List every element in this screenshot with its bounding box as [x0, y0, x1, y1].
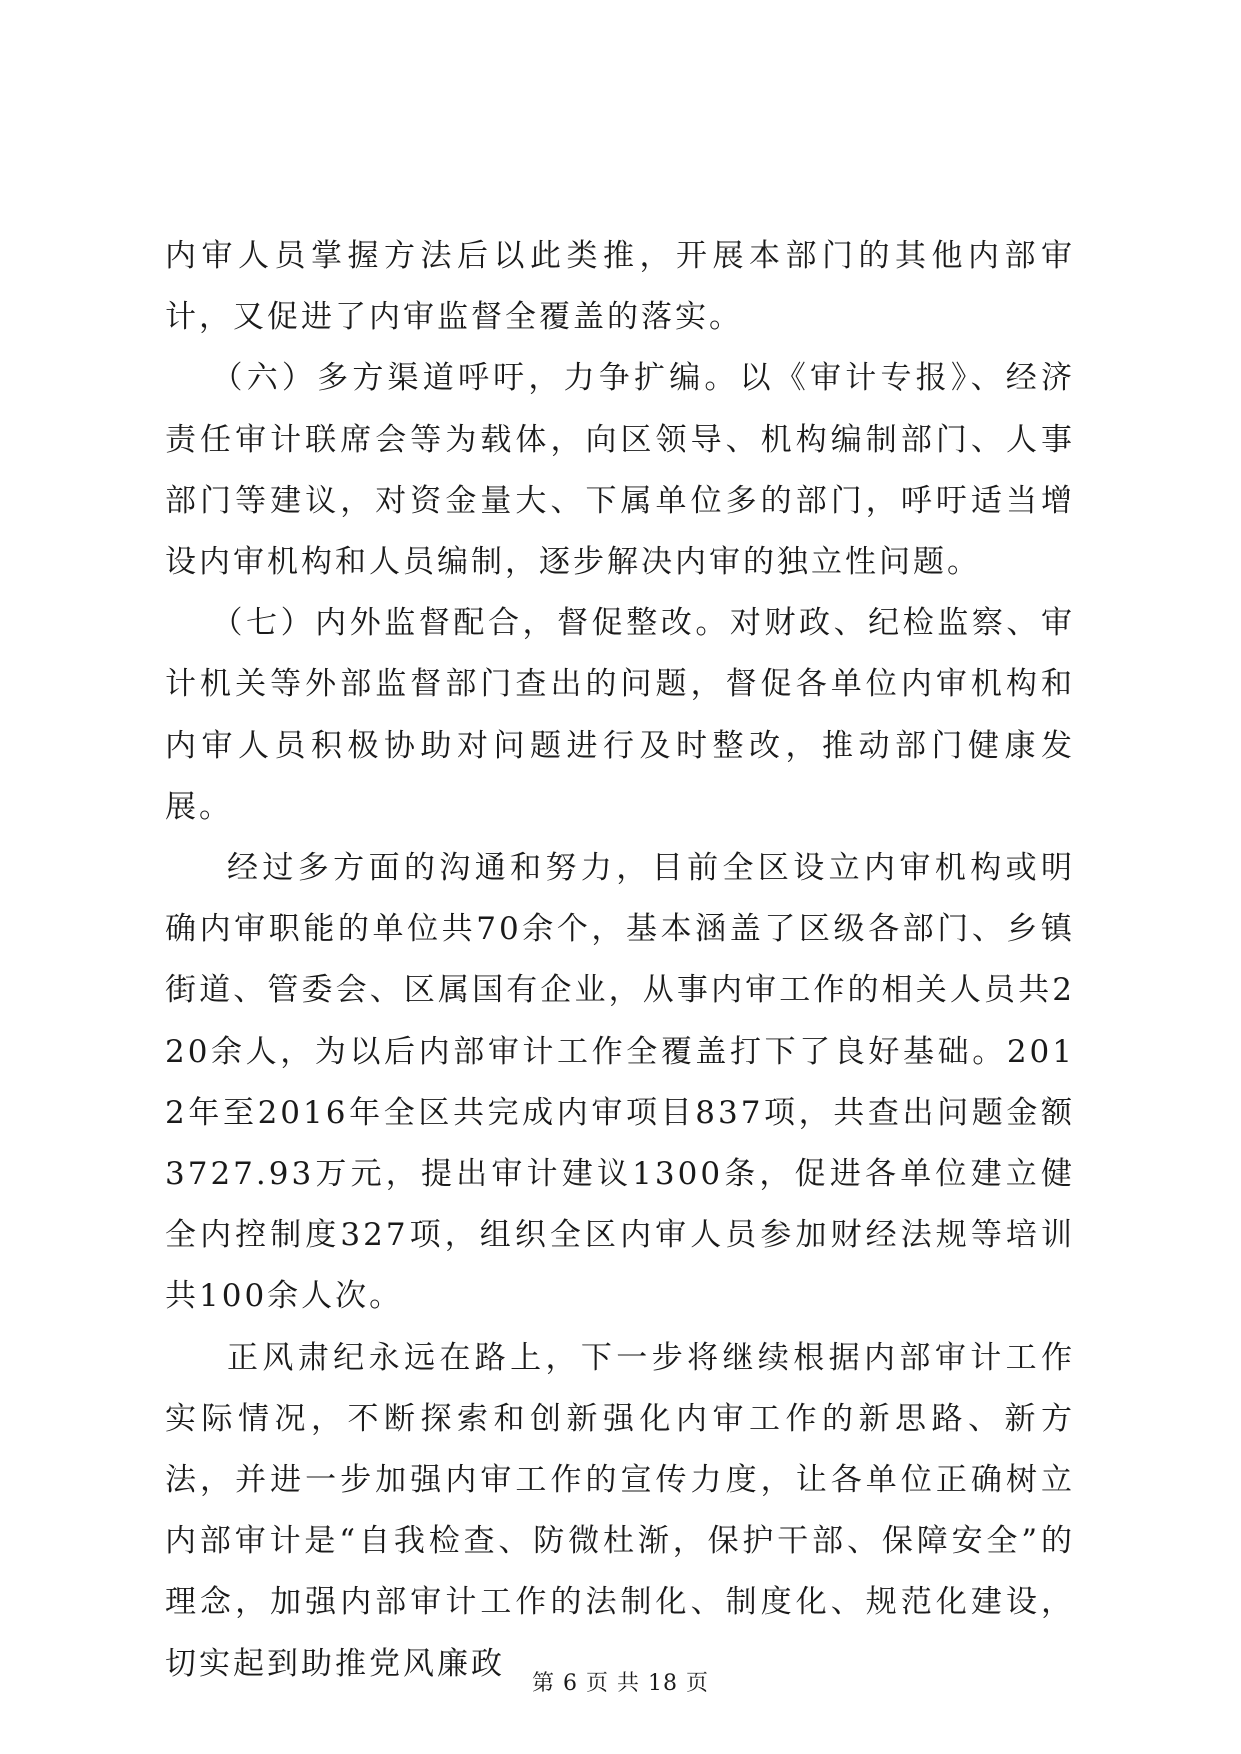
paragraph-continuation: 内审人员掌握方法后以此类推，开展本部门的其他内部审计，又促进了内审监督全覆盖的落实。 — [165, 238, 1075, 336]
paragraph-item-7: （七）内外监督配合，督促整改。对财政、纪检监察、审计机关等外部监督部门查出的问题，督促各单位内审机构和内审人员积极协助对问题进行及时整改，推动部门健康发展。 — [165, 605, 1075, 825]
paragraph-item-6: （六）多方渠道呼吁，力争扩编。以《审计专报》、经济责任审计联席会等为载体，向区领导、机构编制部门、人事部门等建议，对资金量大、下属单位多的部门，呼吁适当增设内审机构和人员编制，逐步解决内审的独立性问题。 — [165, 360, 1075, 581]
paragraph-next-steps: 正风肃纪永远在路上，下一步将继续根据内部审计工作实际情况，不断探索和创新强化内审工作的新思路、新方法，并进一步加强内审工作的宣传力度，让各单位正确树立内部审计是“自我检查、防微杜渐，保护干部、保障安全”的理念，加强内部审计工作的法制化、制度化、规范化建设，切实起到助推党风廉政 — [165, 1339, 1075, 1682]
page-footer: 第 6 页 共 18 页 — [532, 1671, 709, 1696]
document-body — [165, 226, 1075, 1695]
paragraph-results: 经过多方面的沟通和努力，目前全区设立内审机构或明确内审职能的单位共70余个，基本涵盖了区级各部门、乡镇街道、管委会、区属国有企业，从事内审工作的相关人员共220余人，为以后内部审计工作全覆盖打下了良好基础。2012年至2016年全区共完成内审项目837项，共查出问题金额3727.93万元，提出审计建议1300条，促进各单位建立健全内控制度327项，组织全区内审人员参加财经法规等培训共100余人次。 — [165, 850, 1075, 1315]
